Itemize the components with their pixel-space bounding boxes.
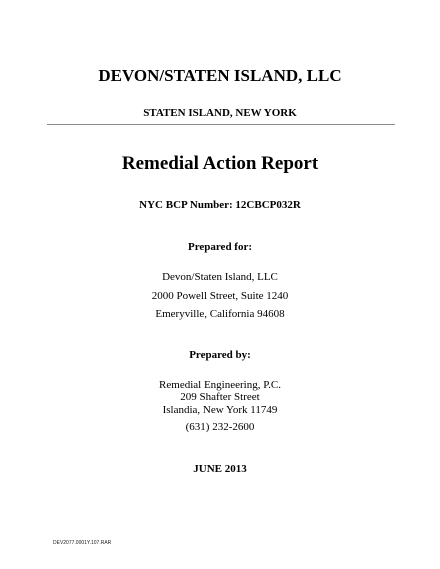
company-name: DEVON/STATEN ISLAND, LLC xyxy=(98,66,342,85)
prepared-for-line: 2000 Powell Street, Suite 1240 xyxy=(151,290,289,302)
bcp-number: NYC BCP Number: 12CBCP032R xyxy=(139,199,301,211)
prepared-for-line: Devon/Staten Island, LLC xyxy=(162,271,278,283)
report-title: Remedial Action Report xyxy=(121,153,319,174)
document-id: DEV2077.0001Y.107.RAR xyxy=(53,540,112,546)
prepared-by-line: Remedial Engineering, P.C. xyxy=(159,379,281,391)
prepared-by-phone: (631) 232-2600 xyxy=(185,421,255,433)
report-date: JUNE 2013 xyxy=(193,463,247,475)
prepared-for-label: Prepared for: xyxy=(187,241,253,253)
site-location: STATEN ISLAND, NEW YORK xyxy=(143,107,297,119)
prepared-by-line: Islandia, New York 11749 xyxy=(162,404,278,416)
header-divider xyxy=(47,124,395,125)
prepared-by-label: Prepared by: xyxy=(189,349,251,361)
prepared-by-line: 209 Shafter Street xyxy=(180,391,260,403)
prepared-for-line: Emeryville, California 94608 xyxy=(155,308,285,320)
